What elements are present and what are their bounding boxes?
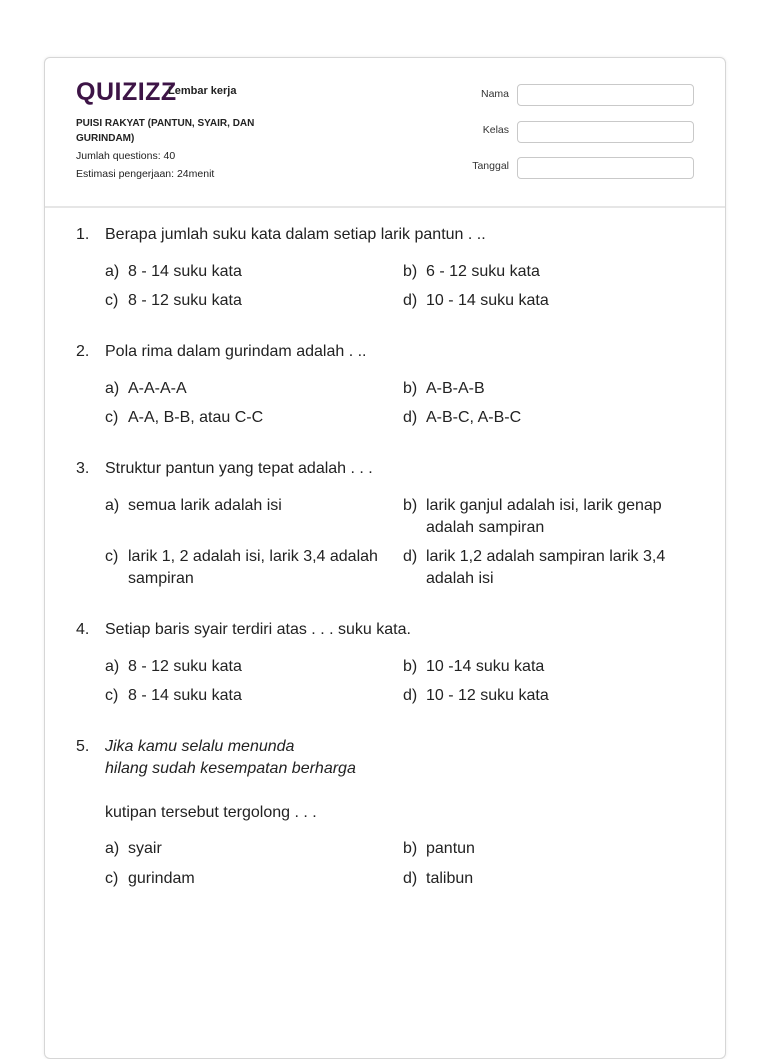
- option-text: A-A, B-B, atau C-C: [128, 409, 264, 426]
- option-text: 8 - 12 suku kata: [128, 292, 242, 309]
- option-letter: d): [403, 870, 418, 887]
- option-text: 10 - 14 suku kata: [426, 292, 549, 309]
- worksheet-title: PUISI RAKYAT (PANTUN, SYAIR, DAN GURINDAM): [76, 118, 255, 144]
- option-text: 8 - 12 suku kata: [128, 658, 242, 675]
- question-text: Pola rima dalam gurindam adalah . ..: [105, 343, 367, 360]
- option-letter: c): [105, 548, 119, 565]
- option-text: talibun: [426, 870, 474, 887]
- question-text: Setiap baris syair terdiri atas . . . suku kata.: [105, 621, 411, 638]
- name-field[interactable]: [517, 84, 694, 106]
- option-text: 8 - 14 suku kata: [128, 263, 242, 280]
- question-text: Struktur pantun yang tepat adalah . . .: [105, 460, 373, 477]
- worksheet-header: [45, 58, 725, 208]
- option-letter: b): [403, 840, 418, 857]
- question-number: 3.: [76, 460, 90, 477]
- sheet-type-label: Lembar kerja: [168, 85, 237, 97]
- option-letter: c): [105, 870, 119, 887]
- question-text: Berapa jumlah suku kata dalam setiap larik pantun . ..: [105, 226, 486, 243]
- class-field[interactable]: [517, 121, 694, 143]
- option-text: pantun: [426, 840, 475, 857]
- question-number: 4.: [76, 621, 90, 638]
- option-text: A-B-C, A-B-C: [426, 409, 522, 426]
- option-text: gurindam: [128, 870, 195, 887]
- question-text: kutipan tersebut tergolong . . .: [105, 804, 317, 821]
- option-letter: d): [403, 687, 418, 704]
- option-letter: d): [403, 548, 418, 565]
- option-letter: a): [105, 497, 120, 514]
- question-number: 1.: [76, 226, 90, 243]
- option-text: A-A-A-A: [128, 380, 187, 397]
- worksheet: [44, 57, 726, 1059]
- quizizz-logo: QUIZIZZ: [76, 78, 177, 106]
- option-text: 8 - 14 suku kata: [128, 687, 242, 704]
- option-letter: b): [403, 658, 418, 675]
- option-letter: a): [105, 840, 120, 857]
- option-letter: c): [105, 409, 119, 426]
- date-field[interactable]: [517, 157, 694, 179]
- option-letter: c): [105, 292, 119, 309]
- option-letter: d): [403, 292, 418, 309]
- option-text: syair: [128, 840, 162, 857]
- quote-line-2: hilang sudah kesempatan berharga: [105, 760, 356, 777]
- time-estimate: Estimasi pengerjaan: 24menit: [76, 168, 215, 180]
- option-text: semua larik adalah isi: [128, 497, 282, 514]
- question-number: 5.: [76, 738, 90, 755]
- option-text: A-B-A-B: [426, 380, 485, 397]
- date-label: Tanggal: [472, 160, 509, 172]
- option-text: larik ganjul adalah isi, larik genap adalah sampiran: [426, 497, 662, 536]
- option-text: 10 - 12 suku kata: [426, 687, 549, 704]
- option-text: larik 1,2 adalah sampiran larik 3,4 adalah isi: [426, 548, 666, 587]
- option-letter: d): [403, 409, 418, 426]
- option-letter: a): [105, 263, 120, 280]
- question-number: 2.: [76, 343, 90, 360]
- class-label: Kelas: [482, 124, 509, 136]
- questions-count: Jumlah questions: 40: [76, 150, 176, 162]
- option-text: 10 -14 suku kata: [426, 658, 545, 675]
- option-text: larik 1, 2 adalah isi, larik 3,4 adalah sampiran: [128, 548, 378, 587]
- option-letter: c): [105, 687, 119, 704]
- quote-line-1: Jika kamu selalu menunda: [105, 738, 295, 755]
- option-letter: b): [403, 263, 418, 280]
- option-letter: b): [403, 380, 418, 397]
- name-label: Nama: [480, 88, 509, 100]
- option-letter: b): [403, 497, 418, 514]
- option-text: 6 - 12 suku kata: [426, 263, 540, 280]
- option-letter: a): [105, 380, 120, 397]
- option-letter: a): [105, 658, 120, 675]
